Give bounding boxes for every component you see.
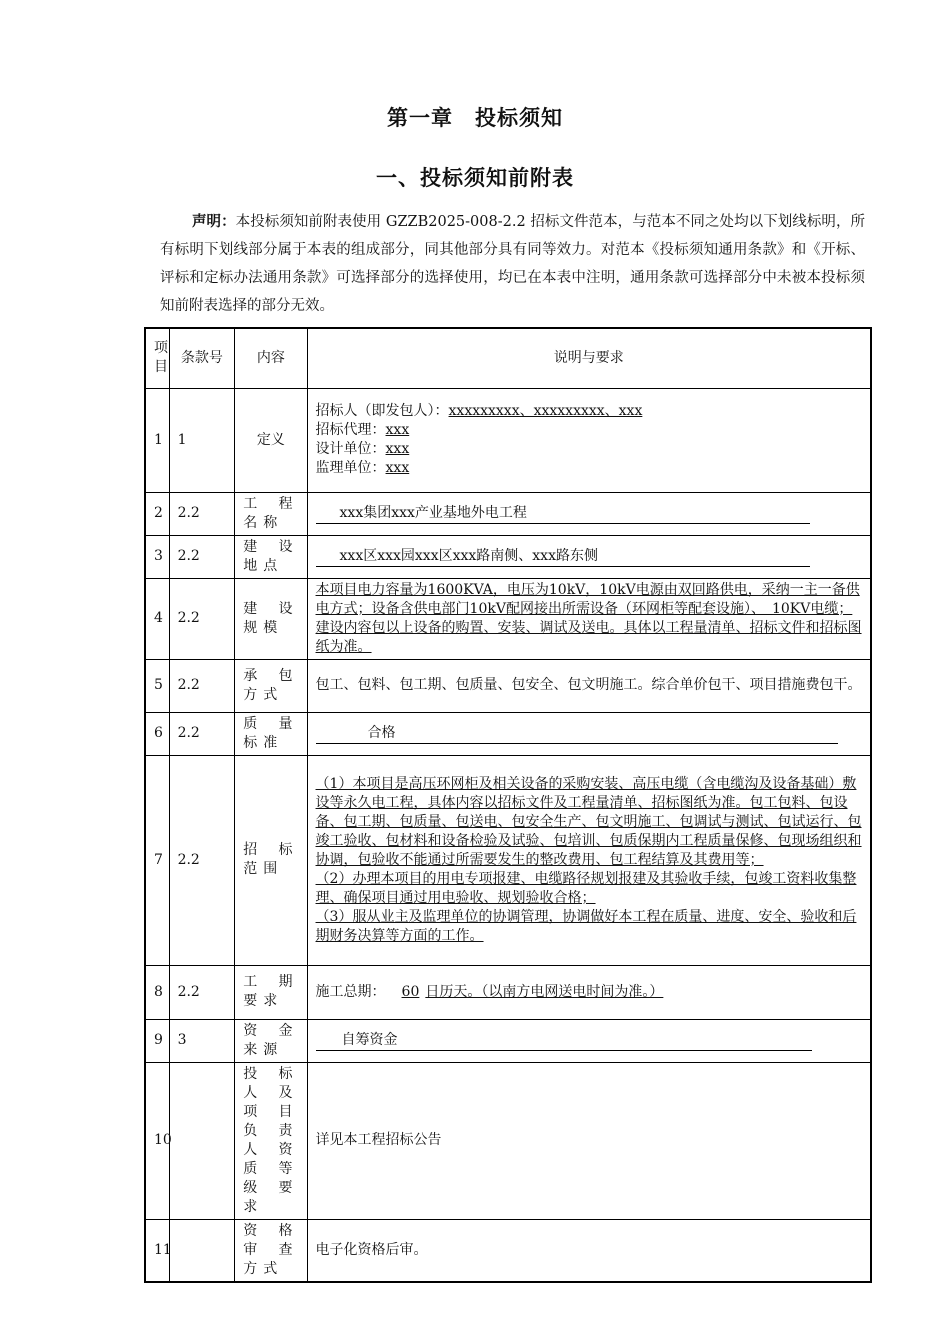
definition-line [316, 459, 862, 478]
definition-line [316, 402, 862, 421]
definition-value: xxx [385, 460, 410, 476]
row-content: 招标范围 [235, 755, 307, 965]
row-number: 5 [145, 659, 169, 712]
header-clause: 条款号 [169, 328, 235, 388]
row-content: 工期要求 [235, 965, 307, 1019]
row-requirement [307, 1019, 871, 1062]
row-requirement [307, 965, 871, 1019]
row-clause: 2.2 [169, 712, 235, 755]
row-clause: 2.2 [169, 755, 235, 965]
row-number: 4 [145, 578, 169, 659]
statement-paragraph [160, 208, 865, 320]
definition-label: 招标代理： [315, 422, 386, 438]
row-content: 资格审查方式 [235, 1219, 307, 1282]
quality-value: 合格 [316, 724, 838, 744]
table-header-row [145, 328, 871, 388]
row-number: 1 [145, 388, 169, 492]
row-number: 9 [145, 1019, 169, 1062]
row-clause: 2.2 [169, 965, 235, 1019]
chapter-title: 第一章 投标须知 [387, 105, 563, 130]
table-row [145, 388, 871, 492]
table-row [145, 712, 871, 755]
row-content: 投标人及项目负责人资质等级要求 [235, 1062, 307, 1219]
definition-value: xxxxxxxxx、xxxxxxxxx、xxx [448, 403, 643, 419]
definition-value: xxx [385, 422, 410, 438]
table-row [145, 755, 871, 965]
pre-table [144, 327, 872, 1283]
row-requirement [307, 712, 871, 755]
location-value: xxx区xxx园xxx区xxx路南侧、xxx路东侧 [316, 547, 810, 567]
table-row [145, 1062, 871, 1219]
row-requirement: 包工、包料、包工期、包质量、包安全、包文明施工。综合单价包干、项目措施费包干。 [307, 659, 871, 712]
period-days: 60 [401, 983, 420, 1000]
row-clause: 2.2 [169, 659, 235, 712]
table-row [145, 965, 871, 1019]
row-clause [169, 1062, 235, 1219]
row-content: 承包方式 [235, 659, 307, 712]
row-clause: 2.2 [169, 535, 235, 578]
definition-line [316, 440, 862, 459]
row-clause [169, 1219, 235, 1282]
definition-label: 招标人（即发包人）： [315, 403, 449, 419]
row-content: 建设规模 [235, 578, 307, 659]
row-requirement [307, 388, 871, 492]
row-number: 11 [145, 1219, 169, 1282]
definition-line [316, 421, 862, 440]
period-suffix: 日历天。（以南方电网送电时间为准。） [425, 983, 664, 1000]
definition-label: 监理单位： [315, 460, 386, 476]
row-requirement: 详见本工程招标公告 [307, 1062, 871, 1219]
definition-label: 设计单位： [315, 441, 386, 457]
definition-value: xxx [385, 441, 410, 457]
row-content: 工程名称 [235, 492, 307, 535]
scope-paragraph: （2）办理本项目的用电专项报建、电缆路径规划报建及其验收手续，包竣工资料收集整理、确保项目通过用电验收、规划验收合格； [315, 870, 857, 906]
period-prefix: 施工总期： [315, 983, 386, 1000]
row-requirement [307, 755, 871, 965]
row-clause: 1 [169, 388, 235, 492]
table-row [145, 535, 871, 578]
section-title: 一、投标须知前附表 [376, 165, 574, 190]
table-row [145, 492, 871, 535]
row-content: 建设地点 [235, 535, 307, 578]
row-clause: 2.2 [169, 578, 235, 659]
header-item: 项目 [145, 328, 169, 388]
table-row [145, 659, 871, 712]
row-number: 7 [145, 755, 169, 965]
table-row [145, 578, 871, 659]
row-requirement [307, 492, 871, 535]
row-requirement: 电子化资格后审。 [307, 1219, 871, 1282]
row-number: 6 [145, 712, 169, 755]
row-number: 8 [145, 965, 169, 1019]
statement-text: 本投标须知前附表使用 GZZB2025-008-2.2 招标文件范本，与范本不同之处均以下划线标明，所有标明下划线部分属于本表的组成部分，同其他部分具有同等效力。对范本《投标须知通用条款》和《开标、评标和定标办法通用条款》可选择部分的选择使用，均已在本表中注明，通用条款可选择部分中未被本投标须知前附表选择的部分无效。 [160, 214, 866, 314]
row-number: 3 [145, 535, 169, 578]
row-clause: 3 [169, 1019, 235, 1062]
table-row [145, 1219, 871, 1282]
row-number: 2 [145, 492, 169, 535]
row-requirement: 本项目电力容量为1600KVA，电压为10kV，10kV电源由双回路供电，采纳一主一备供电方式；设备含供电部门10kV配网接出所需设备（环网柜等配套设施）、 10KV电缆；建设内容包以上设备的购置、安装、调试及送电。具体以工程量清单、招标文件和招标图纸为准。 [307, 578, 871, 659]
row-content: 质量标准 [235, 712, 307, 755]
header-requirement: 说明与要求 [307, 328, 871, 388]
project-name-value: xxx集团xxx产业基地外电工程 [316, 504, 810, 524]
row-content: 定义 [235, 388, 307, 492]
row-clause: 2.2 [169, 492, 235, 535]
scope-paragraph: （1）本项目是高压环网柜及相关设备的采购安装、高压电缆（含电缆沟及设备基础）敷设等永久电工程，具体内容以招标文件及工程量清单、招标图纸为准。包工包料、包设备、包工期、包质量、包送电、包安全生产、包文明施工、包调试与测试、包试运行、包竣工验收、包材料和设备检验及试验、包培训、包质保期内工程质量保修、包现场组织和协调，包验收不能通过所需要发生的整改费用、包工程结算及其费用等； [315, 775, 862, 868]
row-requirement [307, 535, 871, 578]
statement-label: 声明： [192, 213, 236, 230]
row-content: 资金来源 [235, 1019, 307, 1062]
table-row [145, 1019, 871, 1062]
scope-paragraph: （3）服从业主及监理单位的协调管理，协调做好本工程在质量、进度、安全、验收和后期财务决算等方面的工作。 [315, 908, 857, 944]
row-number: 10 [145, 1062, 169, 1219]
funding-value: 自筹资金 [316, 1031, 812, 1051]
header-content: 内容 [235, 328, 307, 388]
